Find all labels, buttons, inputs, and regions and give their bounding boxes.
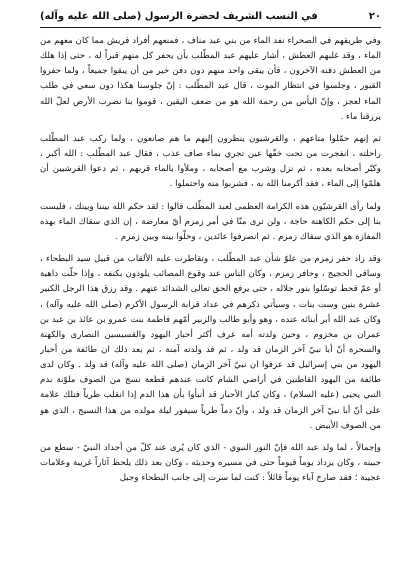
running-title: في النسب الشريف لحضرة الرسول (صلى الله عليه وآله) [40, 11, 318, 22]
paragraph-4: وقد زاد حفر زمزم من علوّ شأن عبد المطّلب ، وتقاطرت عليه الألقاب من قبيل سيد البطحاء ، وساقي الحجيج ، وحافر زمزم ، وكان الناس عند وقوع المصائب يلوذون بكنفه ، وإذا حلّت داهية أو عمّ قحط توسّلوا بنور جلاله ، حتى يرفع الحق تعالى الشدائد عنهم . وقد رزق هذا الرجل الكبير عشرة بنين وست بنات ، وسيأتي ذكرهم في عداد قرابة الرسول الأكرم (صلى الله عليه وآله) ، وكان عبد الله أبر أبنائه عنده ، وهو وأبو طالب والزبير أمّهم فاطمة بنت عمرو بن عائذ بن عبد بن عمران بن مخزوم ، وحين ولدته أمه عرف أكثر أحبار اليهود والقسيسين النصارى والكهنة والسحرة أنّ أبا نبيّ آخر الزمان قد ولد ، ثم قد ولدته آمنة ، ثم بعد ذلك ان طائفة من أحبار اليهود من بني إسرائيل قد عرفوا ان نبيّ آخر الزمان (صلى الله عليه وآله) قد ولد . وكان لدى طائفة من اليهود القاطنين في أراضي الشام كانت عندهم قطعة نسج من الصوف ملوّنة بدم النبي يحيى (عليه السلام) ، وكان كبار الأحبار قد أنبأوا بأن هذا الدم إذا انقلب طرياً فتلك علامة على أنّ أبا نبيّ آخر الزمان قد ولد ، وأنّ دماً طرياً سيفور ليلة مولده من هذا النسيج ، الذي هو من الصوف الأبيض . [40, 254, 381, 431]
header-rule [40, 27, 381, 28]
paragraph-5: وإجمالاً ، لما ولد عبد الله فإنّ النور النبوي - الذي كان يُرى عند كلّ من أجداد النبيّ - سطع من جبينه ، وكان يزداد يوماً فيوماً حتى في مسيره وحديثه ، وكان بعد ذلك يلحظ آثاراً غريبة وعلامات عجيبة ؛ فقد صارخ آباء يوماً قائلاً : كنت لما سرت إلى جانب البطحاء وجبل [40, 442, 381, 484]
paragraph-1: وفي طريقهم في الصحراء نفد الماء من بني عبد مناف ، فمنعهم أفراد قريش مما كان معهم من الماء ، وقد غلبهم العطش ، أشار عليهم عبد المطّلب بأن يحفر كل منهم قبراً له ، حتى إذا هلك من العطش دفنه الآخرون ، فأن يبقى واحد منهم دون دفن خير من أن يبقوا جميعاً ، ولما حفروا القبور ، وجلسوا في انتظار الموت ، قال عبد المطّلب : إنّ جلوسنا هكذا دون سعي في طلب الماء لعجز ، وإنّ اليأس من رحمة الله هو من ضعف اليقين ، قوموا بنا نضرب الأرض لعلّ الله يرزقنا ماء . [40, 36, 381, 122]
page-number: ٢٠ [368, 11, 381, 22]
body-text [40, 34, 381, 579]
paragraph-2: ثم إنهم حمّلوا متاعهم ، والقرشيون ينظرون إليهم ما هم صانعون ، ولما ركب عبد المطّلب راحلته ، انفجرت من تحت خفّها عين تجري بماء صاف عذب ، فقال عبد المطّلب : الله أكبر ، وكبّر أصحابه بعده ، ثم نزل وشرب مع أصحابه ، وملأوا بالماء قربهم ، ثم دعوا القرشيين أن هلمّوا إلى الماء ، فقد أكرمنا الله به ، فشربوا منه واحتملوا . [40, 133, 381, 190]
paragraph-3: ولما رأى القرشيّون هذه الكرامة العظمى لعبد المطّلب قالوا : لقد حكم الله بيننا وبينك ، فليست بنا إلى حكم الكاهنة حاجة ، ولن ترى منّا في أمر زمزم أيّ معارضة ، إن الذي سقاك الماء بهذه المفازة هو الذي سقاك زمزم . ثم انصرفوا عائدين ، وخلّوا بينه وبين زمزم . [40, 201, 381, 242]
page-header [40, 8, 381, 26]
